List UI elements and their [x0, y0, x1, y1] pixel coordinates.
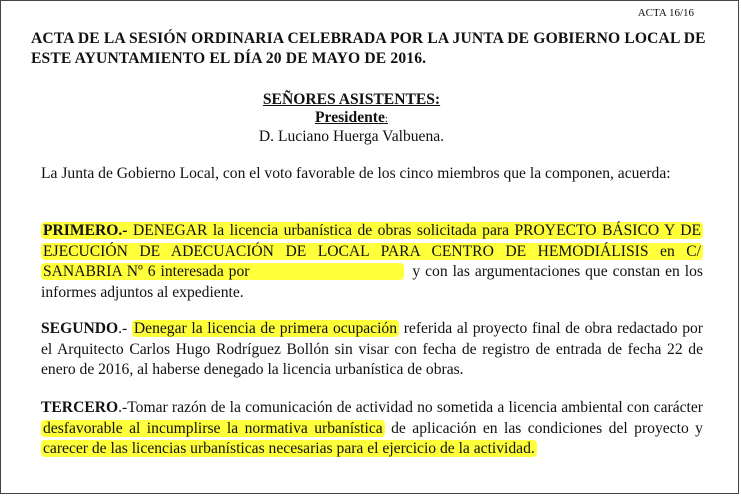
presidente-colon: :: [384, 113, 388, 125]
segundo-highlight: Denegar la licencia de primera ocupación: [133, 320, 398, 337]
tercero-label: TERCERO: [41, 399, 119, 416]
document-title: ACTA DE LA SESIÓN ORDINARIA CELEBRADA POR LA JUNTA DE GOBIERNO LOCAL DE ESTE AYUNTAMIENTO EL DÍA 20 DE MAYO DE 2016.: [31, 30, 706, 67]
primero-highlighted-text: DENEGAR la licencia urbanística de obras solicitada para PROYECTO BÁSICO Y DE EJECUCIÓN DE ADECUACIÓN DE LOCAL PARA CENTRO DE HEMODIÁLISIS en C/ SANABRIA Nº 6 interesada por: [43, 222, 701, 280]
presidente-label: Presidente: [315, 109, 385, 126]
presidente-name: D. Luciano Huerga Valbuena.: [258, 128, 445, 145]
asistentes-heading: SEÑORES ASISTENTES:: [262, 91, 441, 108]
tercero-highlight-2: carecer de las licencias urbanísticas necesarias para el ejercicio de la actividad.: [43, 440, 535, 457]
primero-rest-text: y con las argumentaciones que constan en los informes adjuntos al expediente.: [41, 263, 703, 301]
segundo-rest-text: referida al proyecto final de obra redactado por el Arquitecto Carlos Hugo Rodríguez Bollón sin visar con fecha de registro de entrada de fecha 22 de enero de 2016, al haberse denegado la licencia urbanística de obras.: [41, 320, 703, 378]
intro-paragraph: La Junta de Gobierno Local, con el voto favorable de los cinco miembros que la componen, acuerda:: [41, 165, 671, 182]
tercero-text-1: .-Tomar razón de la comunicación de actividad no sometida a licencia ambiental con carácter: [118, 399, 703, 416]
primero-paragraph: [41, 221, 703, 303]
segundo-paragraph: [41, 319, 703, 381]
primero-label: PRIMERO.-: [43, 222, 128, 239]
tercero-paragraph: [41, 398, 703, 460]
presidente-heading: [0, 109, 720, 127]
segundo-separator: .-: [118, 320, 128, 337]
tercero-text-2: de aplicación en las condiciones del proyecto y: [391, 419, 703, 437]
redacted-name-gap: [254, 264, 402, 278]
segundo-label: SEGUNDO: [41, 320, 119, 337]
acta-reference: ACTA 16/16: [637, 7, 694, 19]
tercero-highlight-1: desfavorable al incumplirse la normativa urbanística: [43, 419, 383, 437]
